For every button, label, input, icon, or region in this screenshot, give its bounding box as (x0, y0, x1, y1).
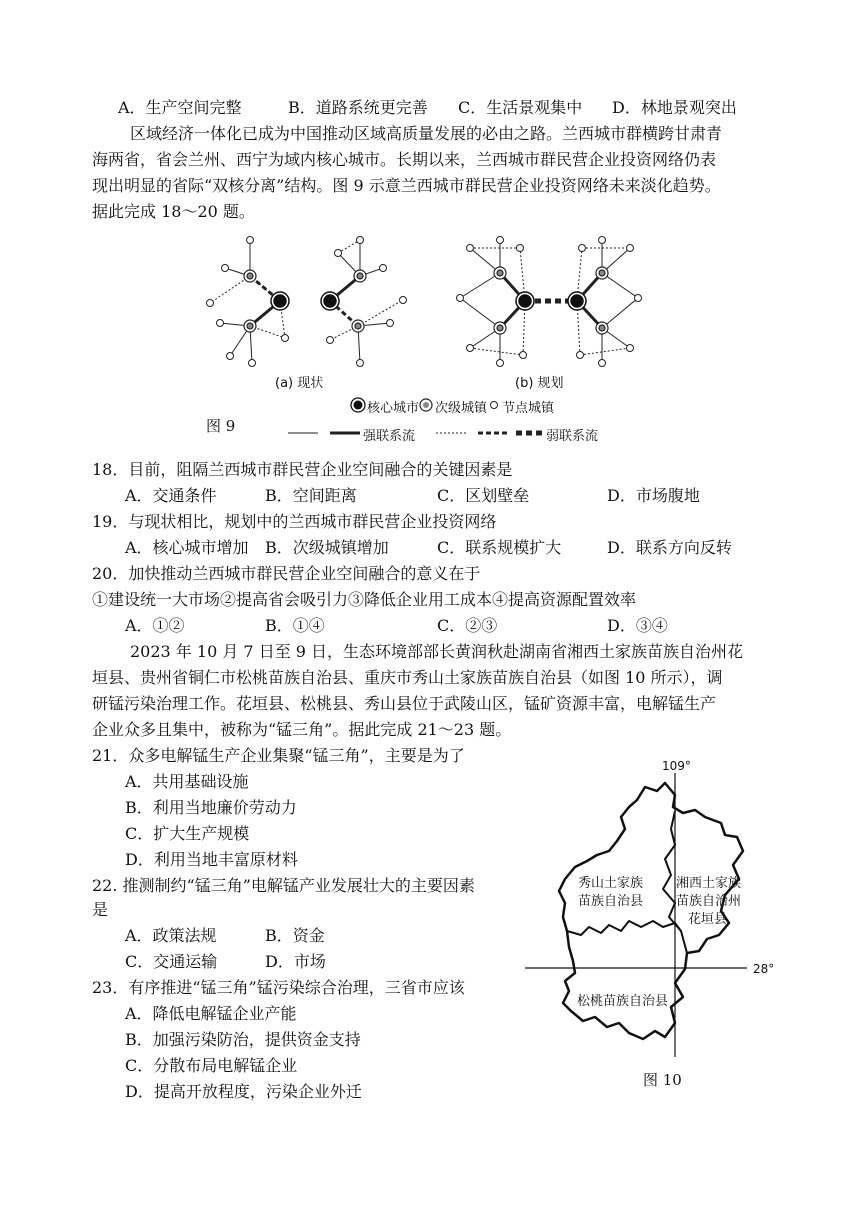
q22-stem-line2: 是 (92, 900, 109, 919)
fig9-legend-node: 节点城镇 (502, 401, 555, 416)
fig10-latitude-label: 28° (753, 962, 775, 976)
figure-10-map (525, 755, 785, 1065)
q18-option-b: B．空间距离 (265, 486, 357, 505)
fig10-songtao-label: 松桃苗族自治县 (577, 994, 669, 1009)
fig10-xiushan-line2: 苗族自治县 (578, 894, 644, 909)
q20-option-b: B．①④ (265, 616, 325, 635)
q21-stem: 21．众多电解锰生产企业集聚“锰三角”，主要是为了 (92, 746, 465, 765)
q17-option-b: B．道路系统更完善 (288, 98, 428, 117)
passage1-line4: 据此完成 18～20 题。 (92, 202, 255, 221)
q20-option-c: C．②③ (437, 616, 498, 635)
q19-option-c: C．联系规模扩大 (437, 538, 562, 557)
q23-option-a: A．降低电解锰企业产能 (125, 1004, 297, 1023)
passage2-line2: 垣县、贵州省铜仁市松桃苗族自治县、重庆市秀山土家族苗族自治县（如图 10 所示），调 (92, 668, 723, 687)
q17-option-c: C．生活景观集中 (458, 98, 583, 117)
q18-stem: 18．目前，阻隔兰西城市群民营企业空间融合的关键因素是 (92, 460, 513, 479)
q22-stem-line1: 22. 推测制约“锰三角”电解锰产业发展壮大的主要因素 (92, 876, 475, 895)
fig9-caption: 图 9 (206, 417, 236, 435)
fig9-legend-secondary: 次级城镇 (435, 401, 488, 416)
fig9-legend-strong: 强联系流 (363, 429, 416, 444)
fig9-label-a: (a) 现状 (275, 376, 324, 391)
fig10-xiangxi-line3: 花垣县 (688, 912, 728, 927)
passage1-line3: 现出明显的省际“双核分离”结构。图 9 示意兰西城市群民营企业投资网络未来淡化趋势。 (92, 176, 721, 195)
fig10-xiushan-line1: 秀山土家族 (578, 876, 644, 891)
q22-option-b: B．资金 (265, 926, 325, 945)
q23-option-d: D．提高开放程度，污染企业外迁 (125, 1082, 362, 1101)
fig10-xiangxi-line1: 湘西土家族 (676, 876, 742, 891)
q20-items: ①建设统一大市场②提高省会吸引力③降低企业用工成本④提高资源配置效率 (92, 590, 637, 609)
q22-option-c: C．交通运输 (125, 952, 218, 971)
q22-option-d: D．市场 (265, 952, 326, 971)
q20-option-a: A．①② (125, 616, 185, 635)
fig9-legend-weak: 弱联系流 (546, 429, 599, 444)
q19-option-a: A．核心城市增加 (125, 538, 249, 557)
q21-option-b: B．利用当地廉价劳动力 (125, 798, 297, 817)
q21-option-c: C．扩大生产规模 (125, 824, 250, 843)
q23-option-c: C．分散布局电解锰企业 (125, 1056, 298, 1075)
passage2-line1: 2023 年 10 月 7 日至 9 日，生态环境部部长黄润秋赴湖南省湘西土家族苗族自治州花 (130, 642, 744, 661)
q19-option-d: D．联系方向反转 (607, 538, 732, 557)
fig10-xiangxi-line2: 苗族自治州 (676, 894, 742, 909)
passage1-line1: 区域经济一体化已成为中国推动区域高质量发展的必由之路。兰西城市群横跨甘肃青 (130, 124, 723, 143)
q18-option-d: D．市场腹地 (607, 486, 700, 505)
q17-option-d: D．林地景观突出 (612, 98, 737, 117)
q23-stem: 23．有序推进“锰三角”锰污染综合治理，三省市应该 (92, 978, 465, 997)
passage2-line3: 研锰污染治理工作。花垣县、松桃县、秀山县位于武陵山区，锰矿资源丰富，电解锰生产 (92, 694, 717, 713)
q18-option-a: A．交通条件 (125, 486, 217, 505)
figure-9-network-diagram (190, 228, 650, 448)
q19-option-b: B．次级城镇增加 (265, 538, 389, 557)
fig10-longitude-label: 109° (662, 759, 691, 773)
q23-option-b: B．加强污染防治，提供资金支持 (125, 1030, 361, 1049)
q17-option-a: A．生产空间完整 (118, 98, 242, 117)
q20-option-d: D．③④ (607, 616, 668, 635)
q21-option-d: D．利用当地丰富原材料 (125, 850, 298, 869)
fig9-legend-core: 核心城市 (367, 401, 420, 416)
fig9-label-b: (b) 规划 (515, 376, 564, 391)
passage1-line2: 海两省，省会兰州、西宁为域内核心城市。长期以来，兰西城市群民营企业投资网络仍表 (92, 150, 717, 169)
q21-option-a: A．共用基础设施 (125, 772, 249, 791)
q22-option-a: A．政策法规 (125, 926, 217, 945)
q20-stem: 20．加快推动兰西城市群民营企业空间融合的意义在于 (92, 564, 481, 583)
fig10-caption: 图 10 (643, 1071, 682, 1089)
q19-stem: 19．与现状相比，规划中的兰西城市群民营企业投资网络 (92, 512, 497, 531)
passage2-line4: 企业众多且集中，被称为“锰三角”。据此完成 21～23 题。 (92, 720, 512, 739)
q18-option-c: C．区划壁垒 (437, 486, 530, 505)
